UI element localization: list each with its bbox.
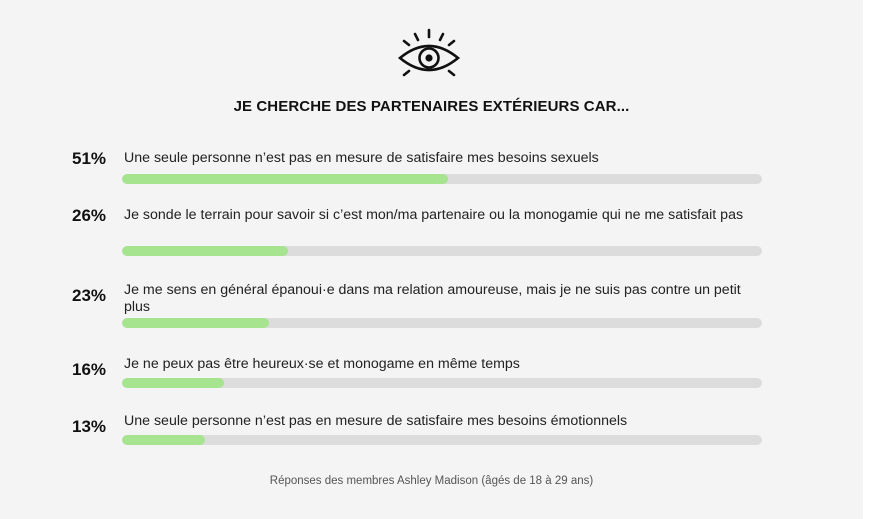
chart-title: JE CHERCHE DES PARTENAIRES EXTÉRIEURS CAR... [233,98,630,115]
bar-category-label: Je sonde le terrain pour savoir si c’est mon/ma partenaire ou la monogamie qui ne me satisfait pas [124,207,744,223]
eye-icon [396,28,462,84]
bar-category-label: Je me sens en général épanoui·e dans ma relation amoureuse, mais je ne suis pas contre un petit plus [124,282,741,315]
bar-fill [122,378,224,388]
bar-category-label: Je ne peux pas être heureux·se et monogame en même temps [124,356,520,372]
bar-value-label: 51% [72,149,107,168]
bar-track [122,318,762,328]
bar-value-label: 23% [72,286,107,305]
bar-fill [122,246,288,256]
bar-track [122,246,762,256]
bar-value-label: 26% [72,206,107,225]
bar-category-label: Une seule personne n’est pas en mesure de satisfaire mes besoins sexuels [124,150,599,166]
bar-value-label: 13% [72,417,107,436]
bar-track [122,435,762,445]
bar-track [122,174,762,184]
bar-fill [122,318,269,328]
bar-fill [122,435,205,445]
bar-track [122,378,762,388]
bar-value-label: 16% [72,360,107,379]
footer-note: Réponses des membres Ashley Madison (âgés de 18 à 29 ans) [269,475,594,487]
bar-category-label: Une seule personne n’est pas en mesure de satisfaire mes besoins émotionnels [124,413,628,429]
bar-fill [122,174,448,184]
